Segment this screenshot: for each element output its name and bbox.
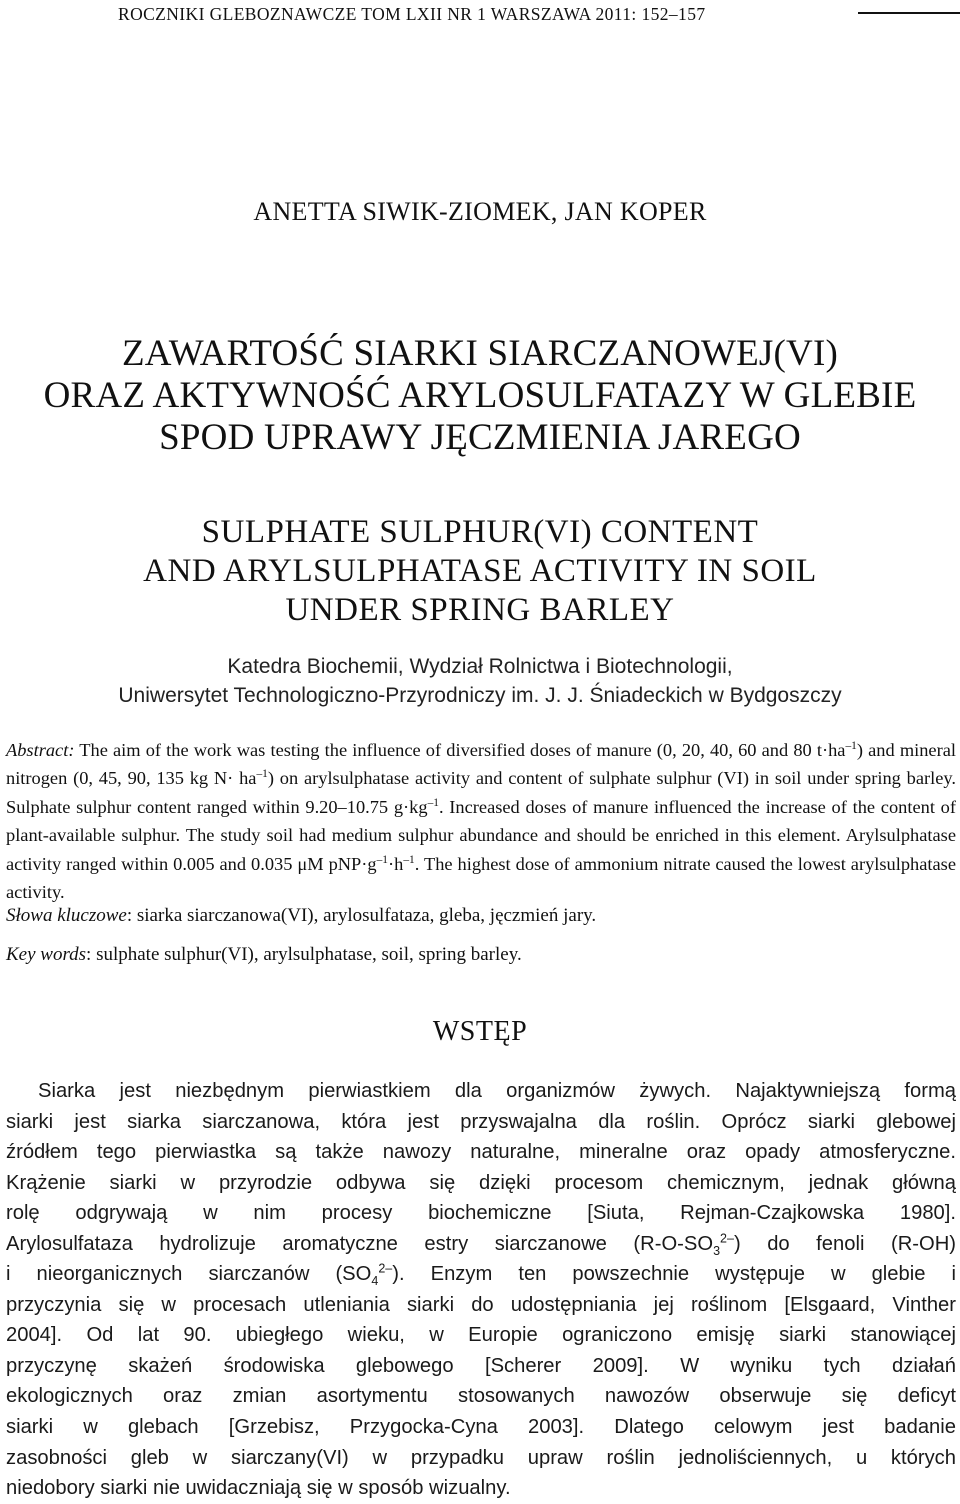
abstract-text-6: . The highest dose of ammonium nitrate caused the lowest arylsulphatase activity. [6, 853, 957, 903]
intro-line-7 [6, 1259, 956, 1290]
keywords-english-label: Key words [6, 944, 87, 965]
intro-line-7-sup: 2– [378, 1261, 393, 1276]
intro-line-7-text-b: ). Enzym ten powszechnie występuje w glebie i [392, 1263, 956, 1286]
affiliation-line-1: Katedra Biochemii, Wydział Rolnictwa i Biotechnologii, [227, 655, 733, 678]
abstract-sup-2: –1 [256, 768, 268, 781]
abstract [6, 736, 956, 906]
keywords-polish-label: Słowa kluczowe [6, 905, 127, 926]
keywords-english-text: : sulphate sulphur(VI), arylsulphatase, soil, spring barley. [86, 944, 522, 965]
abstract-text-1: The aim of the work was testing the influence of diversified doses of manure (0, 20, 40, 60 and 80 t·ha [74, 740, 846, 760]
journal-running-title: ROCZNIKI GLEBOZNAWCZE TOM LXII NR 1 WARSZAWA 2011: 152–157 [118, 4, 706, 24]
abstract-text-4: . Increased doses of manure influenced the increase of the content of plant-available sulphur. The study soil had medium sulphur abundance and should be enriched in this element. Arylsulphatase activity ranged within 0.005 and 0.035 μM pNP·g [6, 796, 956, 874]
intro-line-2: siarki jest siarka siarczanowa, która jest przyswajalna dla roślin. Oprócz siarki glebowej [6, 1110, 956, 1133]
abstract-sup-1: –1 [845, 739, 857, 752]
intro-line-6-sup: 2– [720, 1231, 734, 1245]
title-english [0, 513, 960, 630]
intro-line-6-text-b: ) do fenoli (R-OH) [733, 1232, 956, 1255]
title-polish-line-1: ZAWARTOŚĆ SIARKI SIARCZANOWEJ(VI) [121, 333, 839, 374]
intro-line-5: rolę odgrywają w nim procesy biochemiczne [Siuta, Rejman-Czajkowska 1980]. [6, 1202, 956, 1225]
intro-line-9: 2004]. Od lat 90. ubiegłego wieku, w Europie ograniczono emisję siarki stanowiącej [6, 1324, 956, 1347]
intro-line-13: zasobności gleb w siarczany(VI) w przypadku upraw roślin jednoliściennych, u których [6, 1446, 956, 1469]
abstract-text-2: ) and mineral nitrogen (0, 45, 90, 135 kg N· ha [6, 740, 956, 789]
title-english-line-3: UNDER SPRING BARLEY [285, 592, 675, 628]
intro-paragraph [6, 1076, 956, 1504]
affiliation [0, 652, 960, 710]
title-polish-line-3: SPOD UPRAWY JĘCZMIENIA JAREGO [159, 417, 801, 458]
title-polish [0, 333, 960, 459]
intro-line-7-text-a: i nieorganicznych siarczanów (SO [6, 1263, 372, 1286]
intro-line-6-text-a: Arylosulfataza hydrolizuje aromatyczne estry siarczanowe (R-O-SO [6, 1232, 714, 1255]
abstract-sup-5: –1 [403, 853, 415, 866]
intro-line-4: Krążenie siarki w przyrodzie odbywa się dzięki procesom chemicznym, jednak główną [6, 1171, 956, 1194]
intro-line-14: niedobory siarki nie uwidaczniają się w sposób wizualny. [6, 1477, 511, 1500]
intro-line-1: Siarka jest niezbędnym pierwiastkiem dla organizmów żywych. Najaktywniejszą formą [38, 1080, 956, 1102]
abstract-sup-3: –1 [427, 796, 439, 809]
running-header [0, 4, 960, 25]
intro-line-12: siarki w glebach [Grzebisz, Przygocka-Cyna 2003]. Dlatego celowym jest badanie [6, 1416, 956, 1439]
intro-line-8: przyczynia się w procesach utleniania siarki do udostępniania jej roślinom [Elsgaard, Vinther [6, 1293, 956, 1316]
title-english-line-1: SULPHATE SULPHUR(VI) CONTENT [201, 514, 759, 550]
keywords-english [6, 942, 956, 968]
intro-line-3: źródłem tego pierwiastka są także nawozy naturalne, mineralne oraz opady atmosferyczne. [6, 1141, 956, 1164]
section-heading: WSTĘP [432, 1016, 528, 1047]
header-rule [858, 12, 960, 14]
affiliation-line-2: Uniwersytet Technologiczno-Przyrodniczy im. J. J. Śniadeckich w Bydgoszczy [118, 684, 842, 707]
title-polish-line-2: ORAZ AKTYWNOŚĆ ARYLOSULFATAZY W GLEBIE [43, 375, 917, 416]
keywords-polish-text: : siarka siarczanowa(VI), arylosulfataza, gleba, jęczmień jary. [126, 905, 597, 926]
title-english-line-2: AND ARYLSULPHATASE ACTIVITY IN SOIL [143, 553, 817, 589]
abstract-text-5: ·h [388, 853, 404, 874]
abstract-text-3: ) on arylsulphatase activity and content of sulphate sulphur (VI) in soil under spring barley. Sulphate sulphur content ranged within 9.20–10.75 g·kg [6, 768, 956, 817]
intro-line-10: przyczynę skażeń środowiska glebowego [Scherer 2009]. W wyniku tych działań [6, 1354, 956, 1377]
authors: ANETTA SIWIK-ZIOMEK, JAN KOPER [253, 197, 707, 226]
abstract-sup-4: –1 [376, 853, 388, 866]
abstract-label: Abstract: [6, 740, 75, 760]
keywords-polish [6, 903, 956, 929]
intro-line-6 [6, 1229, 956, 1260]
intro-line-6-sub: 3 [713, 1243, 721, 1258]
intro-line-11: ekologicznych oraz zmian asortymentu stosowanych nawozów obserwuje się deficyt [6, 1385, 956, 1408]
intro-line-7-sub: 4 [371, 1274, 379, 1289]
